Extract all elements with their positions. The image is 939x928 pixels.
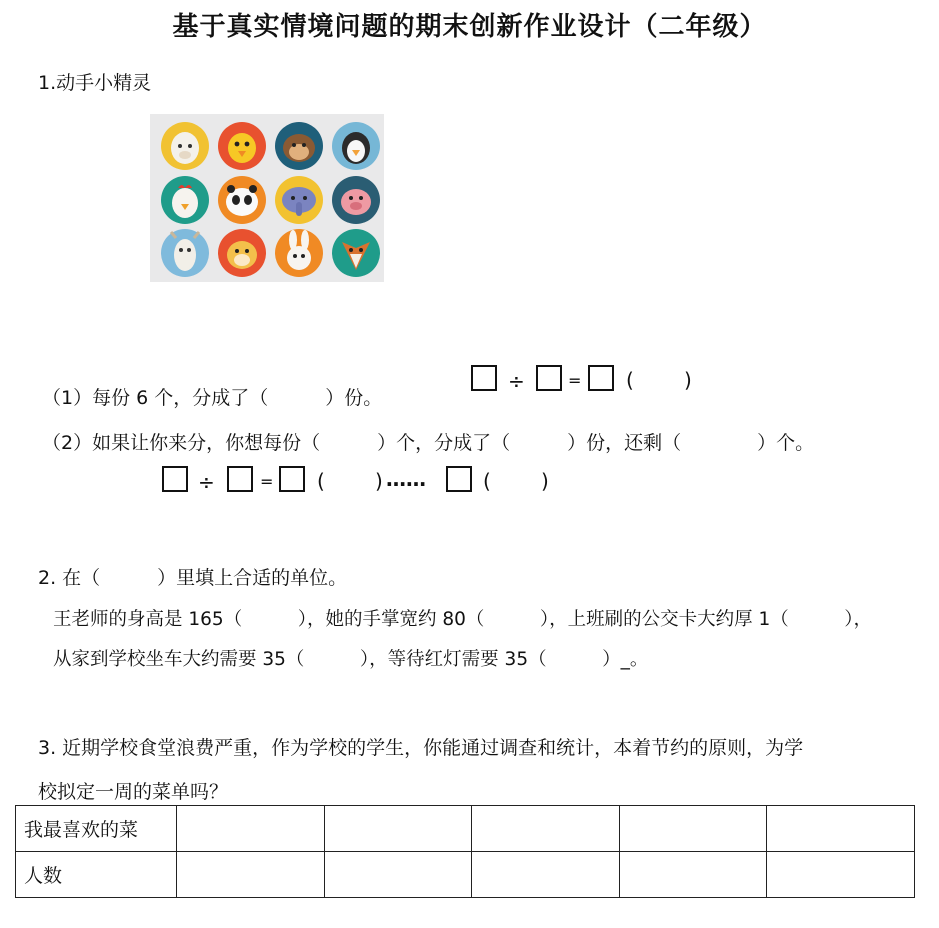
table-cell[interactable]	[324, 852, 472, 898]
table-cell[interactable]	[619, 806, 767, 852]
table-cell[interactable]	[472, 852, 620, 898]
table-cell[interactable]	[767, 806, 915, 852]
pig-icon	[332, 176, 380, 224]
fox-icon	[332, 229, 380, 277]
tiger-icon	[218, 229, 266, 277]
q2-heading: 2. 在（ ）里填上合适的单位。	[38, 567, 348, 589]
answer-box[interactable]	[446, 466, 472, 492]
q2-line1: 王老师的身高是 165（ ），她的手掌宽约 80（ ），上班刷的公交卡大约厚 1（ ），	[53, 609, 873, 630]
rabbit-icon	[275, 229, 323, 277]
q1-line2: （2）如果让你来分，你想每份（ ）个，分成了（ ）份，还剩（ ）个。	[42, 432, 815, 454]
answer-box[interactable]	[536, 365, 562, 391]
table-cell[interactable]	[177, 806, 325, 852]
animal-icons-image	[150, 114, 384, 282]
table-cell[interactable]	[324, 806, 472, 852]
menu-survey-table	[15, 805, 915, 898]
q3-line1: 3. 近期学校食堂浪费严重，作为学校的学生，你能通过调查和统计，本着节约的原则，为学	[38, 737, 804, 759]
q1-line1: （1）每份 6 个，分成了（ ）份。	[42, 387, 383, 409]
monkey-icon	[275, 122, 323, 170]
equals-symbol: =	[568, 371, 582, 390]
chick-icon	[218, 122, 266, 170]
answer-box[interactable]	[227, 466, 253, 492]
answer-box[interactable]	[162, 466, 188, 492]
sheep-icon	[161, 122, 209, 170]
table-cell[interactable]	[767, 852, 915, 898]
table-cell: 人数	[16, 852, 177, 898]
q2-line2: 从家到学校坐车大约需要 35（ ），等待红灯需要 35（ ）_。	[53, 649, 649, 670]
q3-line2: 校拟定一周的菜单吗？	[38, 781, 229, 803]
answer-box[interactable]	[279, 466, 305, 492]
goat-icon	[161, 229, 209, 277]
divide-symbol: ÷	[508, 369, 525, 393]
table-cell[interactable]	[472, 806, 620, 852]
panda-icon	[218, 176, 266, 224]
answer-box[interactable]	[471, 365, 497, 391]
divide-symbol: ÷	[198, 470, 215, 494]
equals-symbol: =	[260, 472, 274, 491]
close-paren: )	[684, 368, 692, 392]
open-paren: (	[626, 368, 634, 392]
page-title: 基于真实情境问题的期末创新作业设计（二年级）	[172, 12, 767, 42]
table-cell[interactable]	[177, 852, 325, 898]
rooster-icon	[161, 176, 209, 224]
elephant-icon	[275, 176, 323, 224]
table-cell[interactable]	[619, 852, 767, 898]
q1-heading: 1.动手小精灵	[38, 72, 152, 94]
table-row	[16, 852, 915, 898]
table-cell: 我最喜欢的菜	[16, 806, 177, 852]
open-paren: (	[317, 469, 325, 493]
answer-box[interactable]	[588, 365, 614, 391]
close-paren: )	[541, 469, 549, 493]
ellipsis: ……	[386, 467, 426, 491]
table-row	[16, 806, 915, 852]
close-paren: )	[375, 469, 383, 493]
open-paren: (	[483, 469, 491, 493]
penguin-icon	[332, 122, 380, 170]
